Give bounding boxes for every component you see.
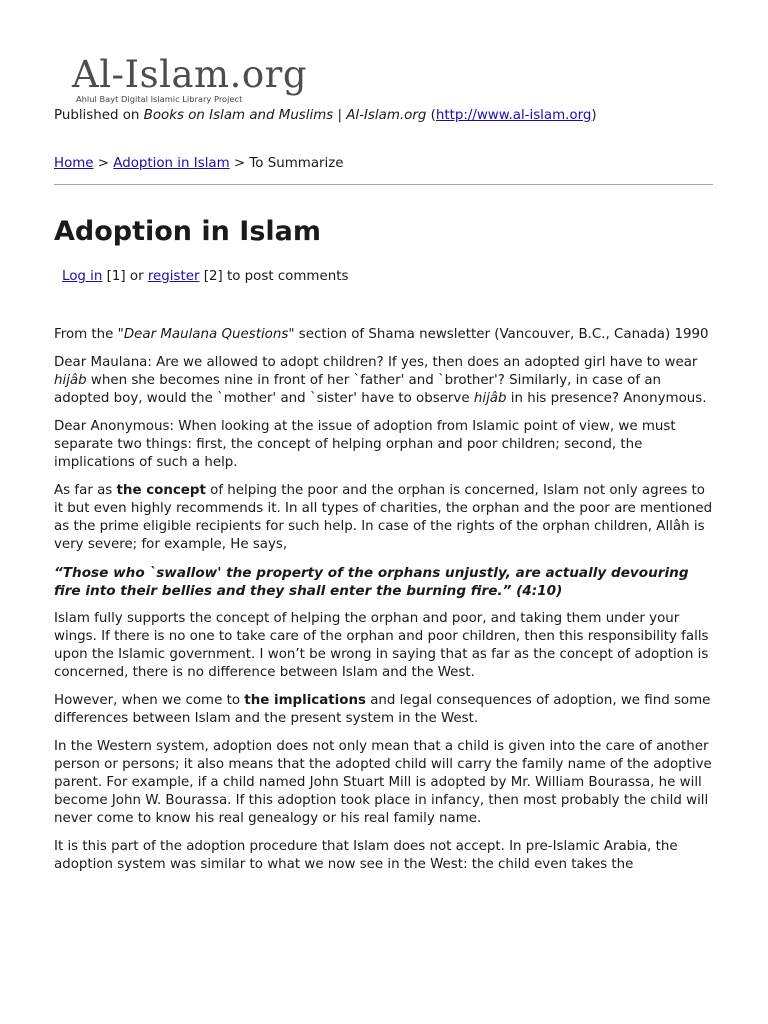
- paragraph-concept: [54, 482, 716, 554]
- logo-wordmark: Al-Islam.org: [72, 53, 308, 96]
- login-link[interactable]: Log in: [62, 269, 103, 284]
- comment-ref-1: [1] or: [102, 269, 148, 284]
- register-link[interactable]: register: [147, 269, 200, 284]
- italic-term: hijâb: [473, 391, 507, 406]
- breadcrumb-separator: >: [93, 156, 114, 171]
- page-title: Adoption in Islam: [54, 216, 322, 247]
- text-span: As far as: [54, 483, 117, 498]
- published-paren-open: (: [426, 108, 436, 123]
- bold-term: the concept: [116, 483, 206, 498]
- quran-quote: “Those who `swallow' the property of the orphans unjustly, are actually devouring fire into their bellies and they shall enter the burning fire.” (4:10): [54, 565, 689, 599]
- published-site-name: Books on Islam and Muslims | Al-Islam.org: [143, 108, 427, 123]
- breadcrumb-section-link[interactable]: Adoption in Islam: [113, 156, 230, 171]
- italic-term: hijâb: [54, 373, 87, 388]
- newsletter-section-title: Dear Maulana Questions: [123, 327, 289, 342]
- logo-tagline: Ahlul Bayt Digital Islamic Library Project: [76, 94, 243, 104]
- comment-prompt: [62, 268, 348, 286]
- paragraph-pre-islamic: It is this part of the adoption procedure that Islam does not accept. In pre-Islamic Arabia, the adoption system was similar to what we now see in the West: the child even takes the: [54, 839, 678, 872]
- breadcrumb-separator: >: [229, 156, 250, 171]
- published-paren-close: ): [591, 108, 597, 123]
- published-prefix: Published on: [54, 108, 144, 123]
- text-span: From the ": [54, 327, 124, 342]
- bold-term: the implications: [244, 693, 366, 708]
- breadcrumb-current: To Summarize: [249, 156, 344, 171]
- paragraph-source: [54, 326, 716, 344]
- paragraph-implications: [54, 692, 716, 728]
- paragraph-answer-intro: Dear Anonymous: When looking at the issue of adoption from Islamic point of view, we must separate two things: first, the concept of helping orphan and poor children; second, the implications of such a help.: [54, 419, 676, 470]
- paragraph-question: [54, 354, 716, 408]
- text-span: " section of Shama newsletter (Vancouver, B.C., Canada) 1990: [288, 327, 709, 342]
- header-divider: [54, 184, 713, 185]
- paragraph-support: Islam fully supports the concept of helping the orphan and poor, and taking them under your wings. If there is no one to take care of the orphan and poor children, then this responsibility falls upon the Islamic government. I won’t be wrong in saying that as far as the concept of adoption is concerned, there is no difference between Islam and the West.: [54, 611, 709, 680]
- comment-ref-2: [2] to post comments: [199, 269, 349, 284]
- text-span: and legal consequences of adoption, we find some differences between Islam and the present system in the West.: [54, 693, 711, 726]
- site-logo[interactable]: [72, 53, 308, 104]
- breadcrumb-home-link[interactable]: Home: [54, 156, 94, 171]
- text-span: when she becomes nine in front of her `father' and `brother'? Similarly, in case of an adopted boy, would the `mother' and `sister' have to observe: [54, 373, 662, 406]
- paragraph-western-system: In the Western system, adoption does not only mean that a child is given into the care of another person or persons; it also means that the adopted child will carry the family name of the adoptive parent. For example, if a child named John Stuart Mill is adopted by Mr. William Bourassa, he will become John W. Bourassa. If this adoption took place in infancy, then most probably the child will never come to know his real genealogy or his real family name.: [54, 739, 712, 826]
- text-span: However, when we come to: [54, 693, 245, 708]
- text-span: in his presence? Anonymous.: [506, 391, 707, 406]
- breadcrumb: [54, 155, 344, 173]
- text-span: Dear Maulana: Are we allowed to adopt children? If yes, then does an adopted girl have to wear: [54, 355, 698, 370]
- published-url-link[interactable]: http://www.al-islam.org: [435, 108, 592, 123]
- text-span: of helping the poor and the orphan is concerned, Islam not only agrees to it but even highly recommends it. In all types of charities, the orphan and the poor are mentioned as the prime eligible recipients for such help. In case of the rights of the orphan children, Allâh is very severe; for example, He says,: [54, 483, 713, 552]
- published-line: [54, 107, 597, 125]
- article-body: [54, 326, 716, 884]
